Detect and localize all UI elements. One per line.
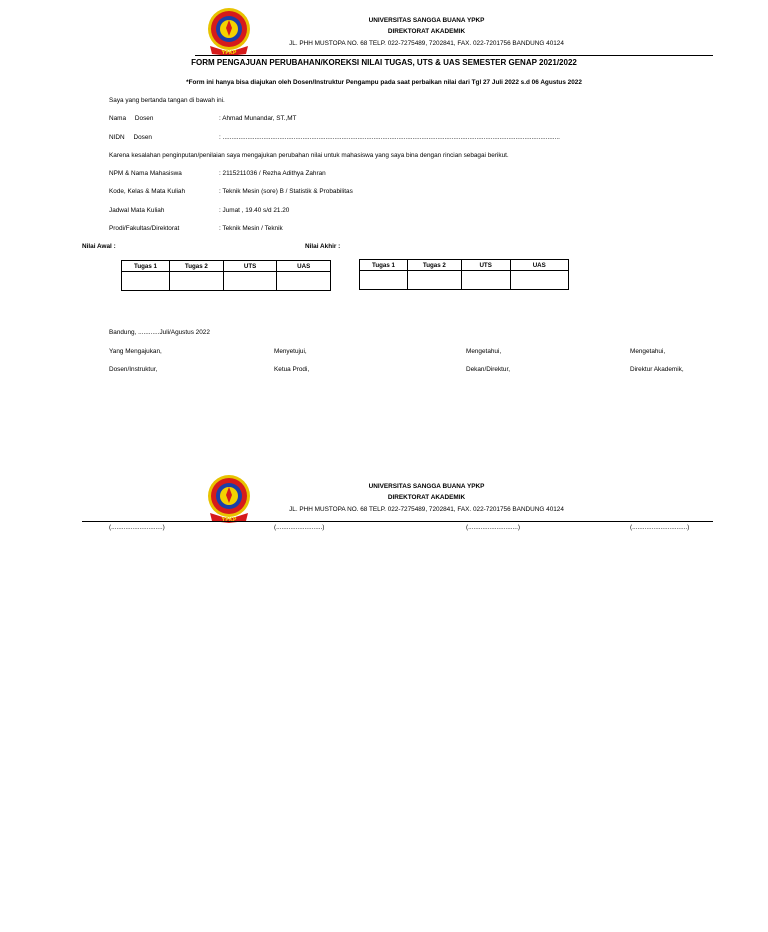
kode-label: Kode, Kelas & Mata Kuliah: [109, 188, 186, 195]
nilai-awal-header-uas: UAS: [277, 261, 331, 272]
signature-blank-4: (...............................): [630, 524, 690, 531]
university-address-footer: JL. PHH MUSTOPA NO. 68 TELP. 022-7275489, 7202841, FAX. 022-7201756 BANDUNG 40124: [289, 506, 564, 513]
form-note: *Form ini hanya bisa diajukan oleh Dosen/Instruktur Pengampu pada saat perbaikan nilai dari Tgl 27 Juli 2022 s.d 06 Agustus 2022: [186, 79, 582, 86]
svg-text:YPKP: YPKP: [221, 50, 237, 56]
nilai-awal-header-uts: UTS: [223, 261, 277, 272]
nilai-akhir-header-uas: UAS: [510, 260, 568, 271]
signature-blank-1: (.............................): [109, 524, 165, 531]
university-address: JL. PHH MUSTOPA NO. 68 TELP. 022-7275489, 7202841, FAX. 022-7201756 BANDUNG 40124: [289, 40, 564, 47]
nilai-akhir-header-uts: UTS: [461, 260, 510, 271]
svg-text:YPKP: YPKP: [221, 517, 237, 523]
nidn-label: NIDN Dosen: [109, 134, 152, 141]
nilai-akhir-uts-cell[interactable]: [461, 271, 510, 290]
npm-value: : 2115211036 / Rezha Adithya Zahran: [219, 170, 326, 177]
ketua-prodi-label: Ketua Prodi,: [274, 366, 310, 373]
nilai-awal-header-tugas1: Tugas 1: [122, 261, 170, 272]
footer-divider: [82, 521, 713, 522]
reason-text: Karena kesalahan penginputan/penilaian saya mengajukan perubahan nilai untuk mahasiswa yang saya bina dengan rincian sebagai berikut.: [109, 152, 509, 159]
jadwal-label: Jadwal Mata Kuliah: [109, 207, 165, 214]
nilai-awal-tugas1-cell[interactable]: [122, 272, 170, 291]
nilai-akhir-header-tugas2: Tugas 2: [407, 260, 461, 271]
signature-blank-3: (............................): [466, 524, 520, 531]
nilai-awal-uas-cell[interactable]: [277, 272, 331, 291]
nilai-akhir-label: Nilai Akhir :: [305, 243, 341, 250]
form-title: FORM PENGAJUAN PERUBAHAN/KOREKSI NILAI TUGAS, UTS & UAS SEMESTER GENAP 2021/2022: [191, 58, 577, 67]
nama-label: Nama Dosen: [109, 115, 154, 122]
yang-mengajukan-label: Yang Mengajukan,: [109, 348, 162, 355]
nilai-awal-uts-cell[interactable]: [223, 272, 277, 291]
dekan-direktur-label: Dekan/Direktur,: [466, 366, 511, 373]
prodi-label: Prodi/Fakultas/Direktorat: [109, 225, 180, 232]
direktur-akademik-label: Direktur Akademik,: [630, 366, 684, 373]
kode-value: : Teknik Mesin (sore) B / Statistik & Probabilitas: [219, 188, 353, 195]
nilai-akhir-uas-cell[interactable]: [510, 271, 568, 290]
dosen-instruktur-label: Dosen/Instruktur,: [109, 366, 158, 373]
signature-blank-2: (..........................): [274, 524, 325, 531]
mengetahui-label-1: Mengetahui,: [466, 348, 502, 355]
nilai-awal-header-tugas2: Tugas 2: [169, 261, 223, 272]
nilai-akhir-header-tugas1: Tugas 1: [360, 260, 408, 271]
university-name: UNIVERSITAS SANGGA BUANA YPKP: [368, 17, 485, 24]
nilai-akhir-tugas2-cell[interactable]: [407, 271, 461, 290]
nilai-awal-label: Nilai Awal :: [82, 243, 116, 250]
signature-date: Bandung, ............Juli/Agustus 2022: [109, 329, 210, 336]
directorate-name: DIREKTORAT AKADEMIK: [387, 28, 466, 35]
directorate-name-footer: DIREKTORAT AKADEMIK: [387, 494, 466, 501]
nilai-awal-tugas2-cell[interactable]: [169, 272, 223, 291]
nidn-value: : ..............................................................................................................................................................................................: [219, 134, 560, 141]
nilai-awal-table: [121, 260, 331, 291]
university-name-footer: UNIVERSITAS SANGGA BUANA YPKP: [368, 483, 485, 490]
header-divider: [195, 55, 713, 56]
menyetujui-label: Menyetujui,: [274, 348, 307, 355]
university-logo: [204, 6, 254, 56]
mengetahui-label-2: Mengetahui,: [630, 348, 666, 355]
jadwal-value: : Jumat , 19.40 s/d 21.20: [219, 207, 290, 214]
npm-label: NPM & Nama Mahasiswa: [109, 170, 182, 177]
intro-text: Saya yang bertanda tangan di bawah ini.: [109, 97, 225, 104]
nilai-akhir-tugas1-cell[interactable]: [360, 271, 408, 290]
nilai-akhir-table: [359, 259, 569, 290]
prodi-value: : Teknik Mesin / Teknik: [219, 225, 283, 232]
nama-value: : Ahmad Munandar, ST.,MT: [219, 115, 297, 122]
university-logo-footer: [204, 473, 254, 523]
